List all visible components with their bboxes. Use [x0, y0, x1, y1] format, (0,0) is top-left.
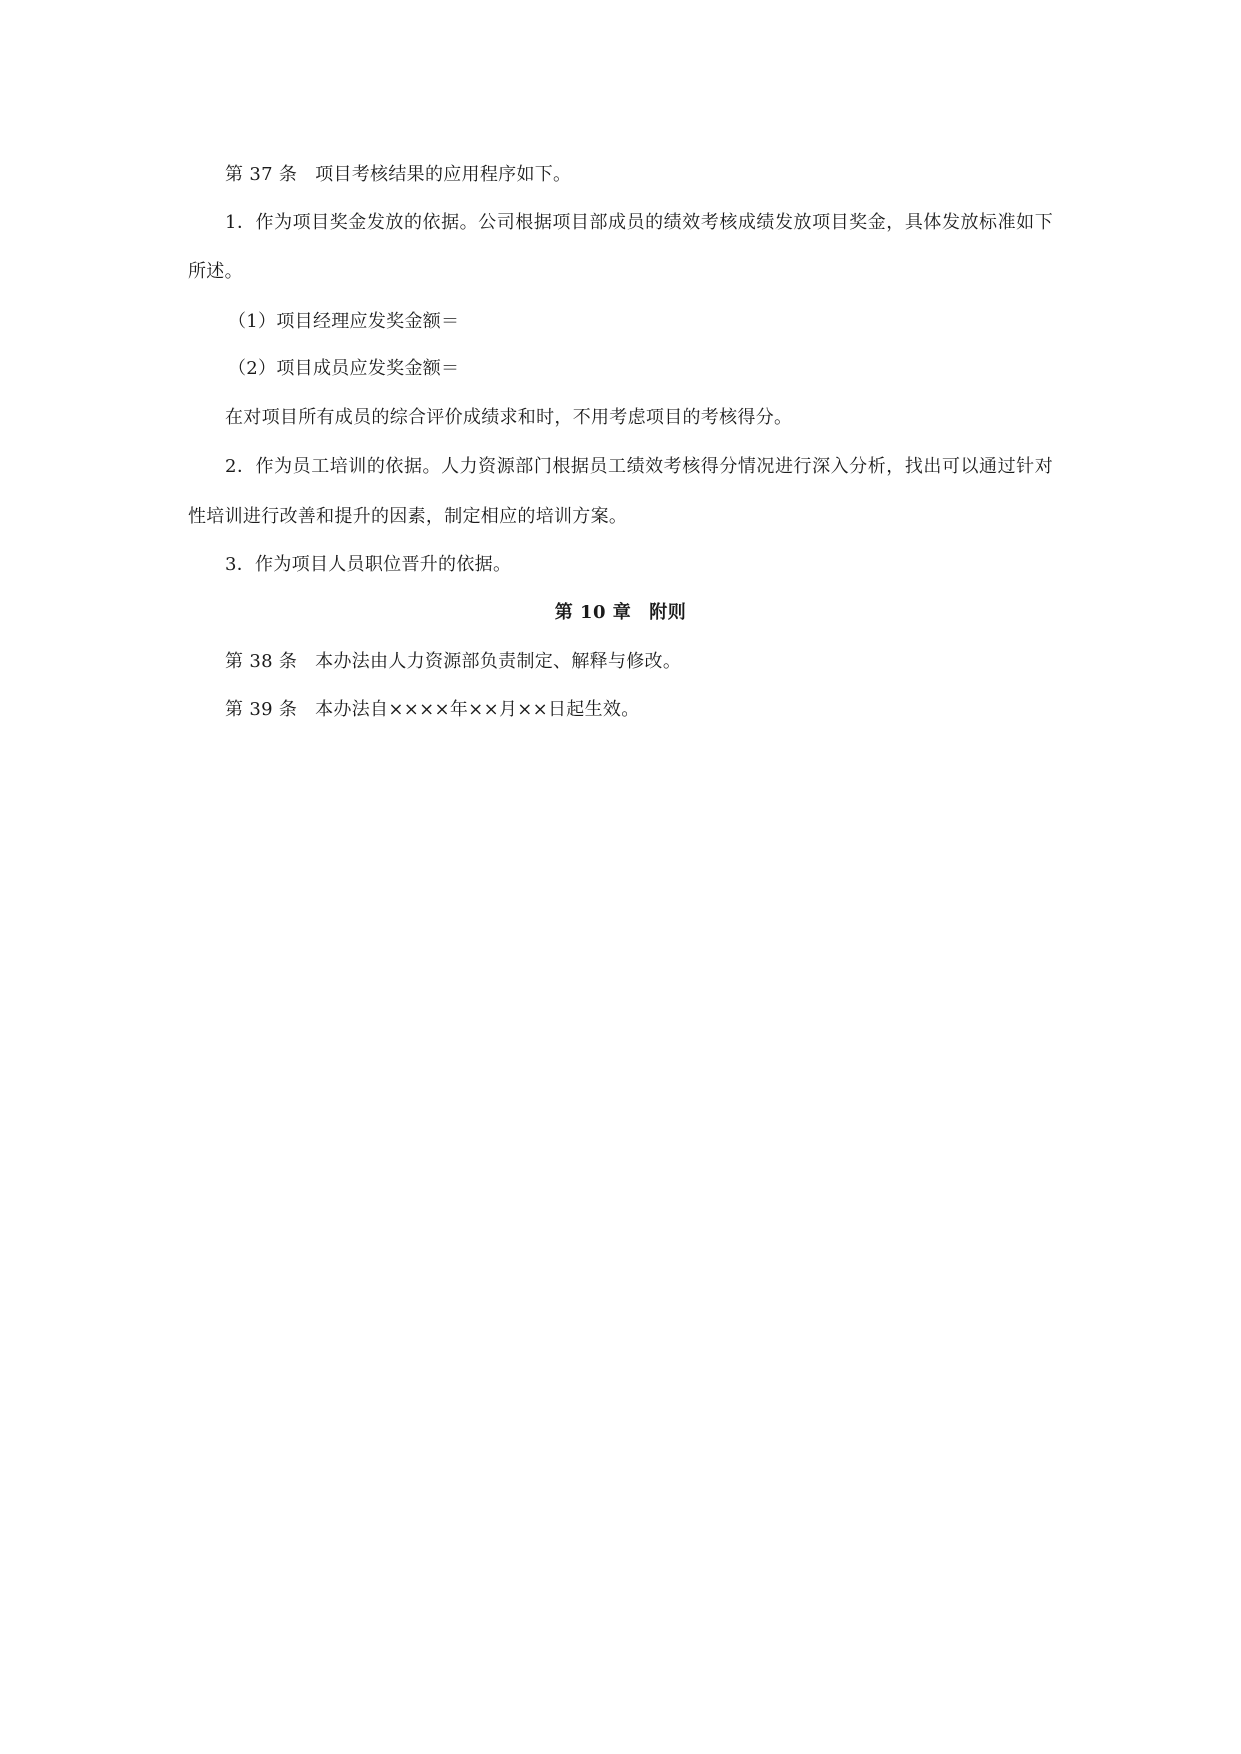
chapter-10-heading	[0, 601, 1241, 625]
article-39	[225, 698, 640, 722]
article-38-label: 第 38 条	[225, 651, 298, 672]
article-38-text: 本办法由人力资源部负责制定、解释与修改。	[315, 651, 682, 672]
sub-item-2: （2）项目成员应发奖金额＝	[228, 358, 460, 379]
article-39-text: 本办法自××××年××月××日起生效。	[315, 699, 640, 720]
item-2-line-1: 2．作为员工培训的依据。人力资源部门根据员工绩效考核得分情况进行深入分析，找出可以通过针对	[225, 456, 1053, 477]
sub-item-1: （1）项目经理应发奖金额＝	[228, 311, 460, 332]
article-38	[225, 650, 681, 674]
chapter-10-label: 第 10 章	[554, 602, 632, 623]
chapter-10-title: 附则	[649, 602, 687, 623]
article-37	[225, 163, 571, 187]
article-37-text: 项目考核结果的应用程序如下。	[315, 164, 572, 185]
article-37-label: 第 37 条	[225, 164, 298, 185]
item-3: 3．作为项目人员职位晋升的依据。	[225, 554, 512, 575]
item-1-line-1: 1．作为项目奖金发放的依据。公司根据项目部成员的绩效考核成绩发放项目奖金，具体发放标准如下	[225, 212, 1053, 233]
article-39-label: 第 39 条	[225, 699, 298, 720]
item-1-line-2: 所述。	[188, 261, 243, 282]
item-2-line-2: 性培训进行改善和提升的因素，制定相应的培训方案。	[188, 506, 628, 527]
note-paragraph: 在对项目所有成员的综合评价成绩求和时，不用考虑项目的考核得分。	[225, 407, 793, 428]
